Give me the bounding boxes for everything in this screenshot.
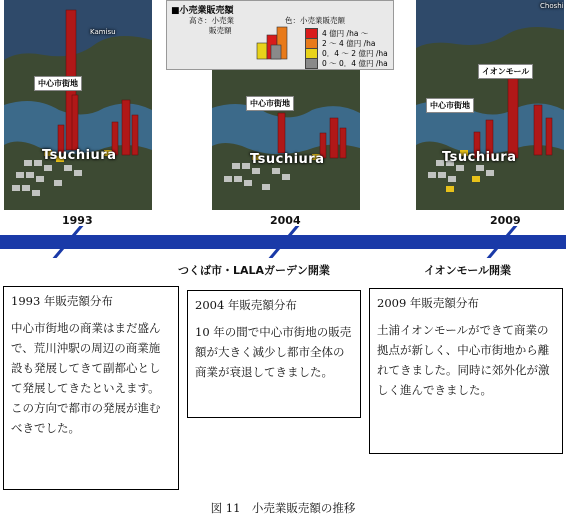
legend [166, 0, 394, 70]
place-tsuchiura-1993: Tsuchiura [42, 148, 117, 163]
text-box-1993 [3, 286, 179, 490]
map-label-aeon: イオンモール [478, 64, 533, 79]
text-box-2004-body: 10 年の間で中心市街地の販売額が大きく減少し都市全体の商業が衰退してきました。 [195, 325, 352, 379]
text-box-2009 [369, 288, 563, 454]
legend-range-3: 0．4 ～ 2 億円 /ha [322, 49, 388, 58]
event-lala-garden: つくば市・LALAガーデン開業 [178, 264, 330, 277]
legend-bar-icon [253, 19, 293, 65]
map-1993 [4, 0, 152, 210]
map-1993-image [4, 0, 152, 210]
place-choshi: Choshi [540, 2, 564, 10]
legend-color-label: 色：小売業販売額 [285, 16, 345, 25]
legend-range-2: 2 ～ 4 億円 /ha [322, 39, 376, 48]
text-box-2009-body: 土浦イオンモールができて商業の拠点が新しく、中心市街地から離れてきました。同時に郊外化が激しく進んできました。 [377, 323, 550, 397]
legend-range-1: 4 億円 /ha ～ [322, 29, 369, 38]
legend-title: ■小売業販売額 [171, 6, 234, 16]
map-2004 [212, 68, 360, 210]
map-2009 [416, 0, 564, 210]
text-box-2004 [187, 290, 361, 418]
map-label-center-1993: 中心市街地 [34, 76, 82, 91]
text-box-1993-body: 中心市街地の商業はまだ盛んで、荒川沖駅の周辺の商業施設も発展してきて副都心として発展してきたといえます。この方向で都市の発展が進むべきでした。 [11, 321, 161, 435]
legend-swatch-4 [305, 58, 318, 69]
text-box-1993-title: 1993 年販売額分布 [11, 294, 113, 308]
legend-row-4 [305, 58, 388, 69]
text-box-2004-title: 2004 年販売額分布 [195, 298, 297, 312]
place-tsuchiura-2004: Tsuchiura [250, 152, 325, 167]
map-label-center-2004: 中心市街地 [246, 96, 294, 111]
legend-height-label-2: 販売額 [209, 26, 232, 35]
year-2004: 2004 [270, 214, 301, 227]
year-1993: 1993 [62, 214, 93, 227]
map-label-center-2009: 中心市街地 [426, 98, 474, 113]
legend-range-4: 0 ～ 0．4 億円 /ha [322, 59, 388, 68]
map-2004-image [212, 68, 360, 210]
year-2009: 2009 [490, 214, 521, 227]
place-kamisu: Kamisu [90, 28, 116, 36]
legend-height-label: 高さ：小売業 [189, 16, 234, 25]
place-tsuchiura-2009: Tsuchiura [442, 150, 517, 165]
figure-caption: 図 11 小売業販売額の推移 [210, 501, 356, 515]
text-box-2009-title: 2009 年販売額分布 [377, 296, 479, 310]
event-aeon-mall: イオンモール開業 [424, 264, 512, 277]
